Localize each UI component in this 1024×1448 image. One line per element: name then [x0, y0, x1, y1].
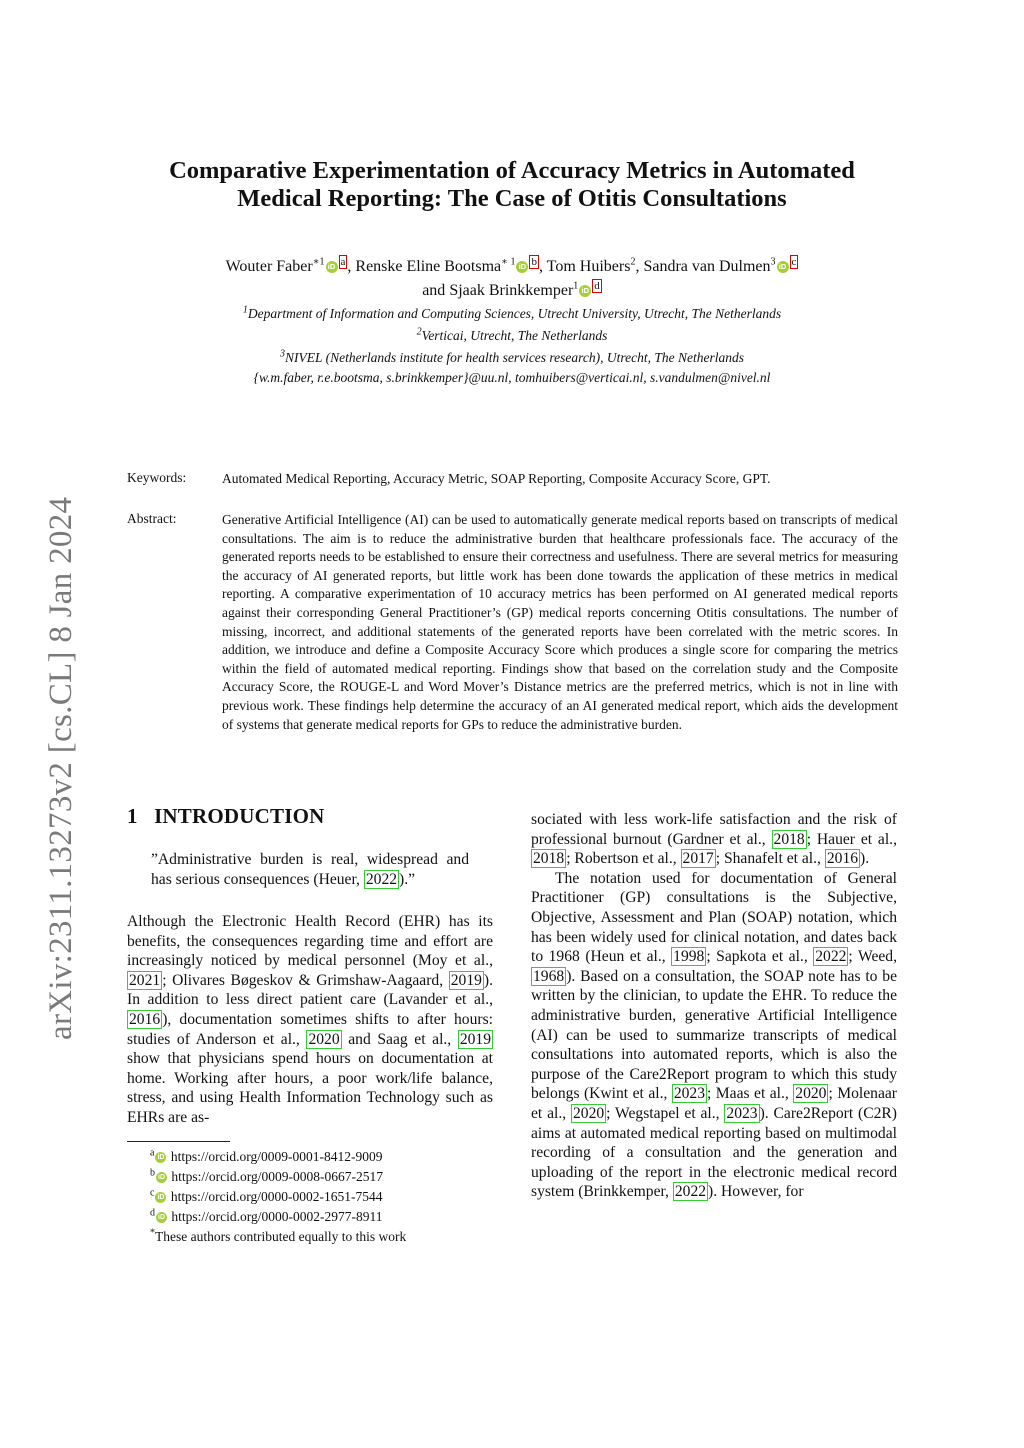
author-list: Wouter Faber$^{∗1}$ iD $^a$ , Renske Eline Bootsma$^{∗ 1}$ iD $^b$ , Tom Huibers$^2$, Sandra van Dulmen$^3$ iD $^c$ [225, 255, 797, 275]
footnote-divider [127, 1141, 230, 1142]
author-list-line-2: and Sjaak Brinkkemper$^1$ iD $^d$ [422, 279, 600, 299]
title-line-1: Comparative Experimentation of Accuracy Metrics in Automated [169, 157, 855, 184]
author-name: Renske Eline Bootsma [355, 258, 502, 275]
citation-link[interactable]: 1998 [673, 948, 705, 966]
citation-link[interactable]: 2016 [826, 850, 859, 868]
author-name: Sjaak Brinkkemper [449, 282, 574, 299]
footnote-orcid-d: $^d$ iD https://orcid.org/0000-0002-2977-8911 [150, 1207, 383, 1224]
orcid-icon: iD [158, 1174, 165, 1181]
footnote-orcid-c: $^c$ iD https://orcid.org/0000-0002-1651-7544 [150, 1187, 383, 1204]
citation-link[interactable]: 2019 [450, 971, 482, 989]
citation-link[interactable]: 2019 [459, 1030, 491, 1048]
footnote-link[interactable]: c [791, 255, 797, 268]
keywords-label: Keywords: [127, 470, 187, 485]
epigraph-quote: ”Administrative burden is real, widespread and has serious consequences (Heuer, 2022 ).” [151, 851, 469, 888]
citation-link[interactable]: 2020 [572, 1104, 605, 1122]
citation-link[interactable]: 2023 [673, 1085, 706, 1103]
paper-title [120, 157, 904, 213]
author-emails: {w.m.faber, r.e.bootsma, s.brinkkemper}@uu.nl, tomhuibers@verticai.nl, s.vandulmen@nivel.nl [253, 370, 771, 385]
footnote-orcid-a: $^a$ iD https://orcid.org/0009-0001-8412-9009 [150, 1147, 383, 1164]
citation-link[interactable]: 2018 [773, 830, 805, 848]
orcid-icon: iD [157, 1154, 165, 1161]
affiliation-3: $^3$NIVEL (Netherlands institute for health services research), Utrecht, The Netherlands [279, 348, 745, 365]
citation-link[interactable]: 2016 [129, 1010, 161, 1028]
citation-link[interactable]: 2023 [726, 1104, 758, 1122]
affiliation-1: $^1$Department of Information and Computing Sciences, Utrecht University, Utrecht, The Netherlands [242, 304, 782, 321]
citation-link[interactable]: 2018 [533, 850, 565, 868]
author-name: Wouter Faber [225, 258, 313, 275]
orcid-icon[interactable]: iD [326, 261, 338, 273]
arxiv-identifier: arXiv:2311.13273v2 [cs.CL] 8 Jan 2024 [43, 496, 79, 1040]
intro-paragraph-2: The notation used for documentation of General Practitioner (GP) consultations is the Subjective, Objective, Assessment and Plan (SOAP) notation, which has been widely used for clinical notation, and dates back to 1968 (Heun et al., 1998 ; Sapkota et al., 2022 ; Weed, 1968 ). Based on a consultation, the SOAP note has to be written by the clinician, to update the EHR. To reduce the administrative burden, generative Artificial Intelligence (AI) can be used to summarize transcripts of medical consultations into automated reports, which is also the purpose of the Care2Report program to which this study belongs (Kwint et al., 2023 ; Maas et al., 2020 ; Molenaar et al., 2020 ; Wegstapel et al., 2023 ). Care2Report (C2R) aims at automated medical reporting based on multimodal recording of a consultation and the generation and uploading of the report in the electronic medical record system (Brinkkemper, 2022 ). However, for [531, 869, 898, 1201]
abstract-label: Abstract: [127, 511, 177, 526]
title-line-2: Medical Reporting: The Case of Otitis Consultations [237, 185, 787, 212]
citation-link[interactable]: 2022 [815, 948, 847, 966]
orcid-icon: iD [158, 1214, 165, 1221]
citation-link[interactable]: 2020 [308, 1030, 340, 1048]
citation-link[interactable]: 2017 [682, 850, 714, 868]
intro-paragraph-1-continued: sociated with less work-life satisfaction and the risk of professional burnout (Gardner et al., 2018 ; Hauer et al., 2018 ; Robertson et al., 2017 ; Shanafelt et al., 2016 ). [531, 811, 897, 868]
right-column-text [531, 810, 897, 1202]
footnote-link[interactable]: b [531, 255, 537, 268]
orcid-icon: iD [157, 1194, 165, 1201]
intro-paragraph-1: Although the Electronic Health Record (EHR) has its benefits, the consequences regarding time and effort are increasingly noticed by medical personnel (Moy et al., 2021 ; Olivares Bøgeskov & Grimshaw-Aagaard, 2019 ). In addition to less direct patient care (Lavander et al., 2016 ), documentation sometimes shifts to after hours: studies of Anderson et al., 2020 and Saag et al., 2019 show that physicians spend hours on documentation at home. Working after hours, a poor work/life balance, stress, and using Health Information Technology such as EHRs are as- [127, 913, 493, 1126]
citation-link[interactable]: 1968 [533, 967, 565, 985]
footnote-orcid-b: $^b$ iD https://orcid.org/0009-0008-0667-2517 [150, 1167, 383, 1184]
footnote-link[interactable]: d [594, 279, 600, 292]
abstract-text: Generative Artificial Intelligence (AI) can be used to automatically generate medical reports based on transcripts of medical consultations. The aim is to reduce the administrative burden that healthcare professionals face. The accuracy of the generated reports needs to be established to ensure their correctness and usefulness. There are several metrics for measuring the accuracy of AI generated reports, but little work has been done towards the application of these metrics in medical reporting. A comparative experimentation of 10 accuracy metrics has been performed on AI generated medical reports against their corresponding General Practitioner’s (GP) medical reports concerning Otitis consultations. The number of missing, incorrect, and additional statements of the generated reports have been correlated with the metric scores. In addition, we introduce and define a Composite Accuracy Score which produces a single score for comparing the metrics within the field of automated medical reporting. Findings show that based on the correlation study and the Composite Accuracy Score, the ROUGE-L and Word Mover’s Distance metrics are the preferred metrics, which is not in line with previous work. These findings help determine the accuracy of an AI generated medical report, which aids the development of systems that generate medical reports for GPs to reduce the administrative burden. [222, 512, 898, 732]
citation-link[interactable]: 2021 [129, 971, 161, 989]
footnote-equal-contribution: *These authors contributed equally to this work [150, 1227, 407, 1244]
section-heading: 1 INTRODUCTION [127, 804, 325, 828]
citation-link[interactable]: 2022 [674, 1183, 707, 1201]
author-name: Sandra van Dulmen [643, 258, 771, 275]
citation-link[interactable]: 2022 [365, 871, 398, 888]
footnote-link[interactable]: a [340, 255, 346, 268]
orcid-icon[interactable]: iD [579, 285, 591, 297]
affiliation-2: $^2$Verticai, Utrecht, The Netherlands [416, 326, 608, 343]
citation-link[interactable]: 2020 [795, 1085, 827, 1103]
keywords-text: Automated Medical Reporting, Accuracy Metric, SOAP Reporting, Composite Accuracy Score, GPT. [222, 471, 771, 486]
orcid-icon[interactable]: iD [777, 261, 789, 273]
orcid-icon[interactable]: iD [516, 261, 528, 273]
author-name: Tom Huibers [546, 258, 631, 275]
